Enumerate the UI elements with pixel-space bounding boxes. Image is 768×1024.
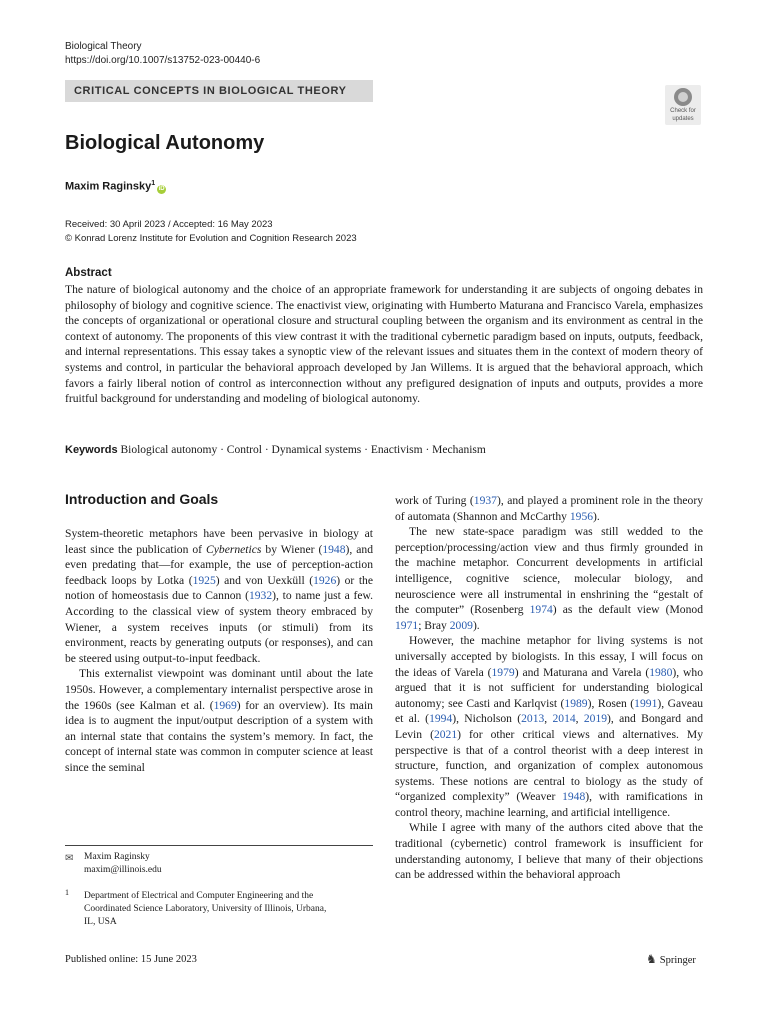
citation-link[interactable]: 1926 — [313, 573, 337, 587]
citation-link[interactable]: 1991 — [634, 696, 658, 710]
springer-horse-icon: ♞ — [646, 952, 657, 966]
journal-name: Biological Theory — [65, 41, 142, 52]
citation-link[interactable]: 2021 — [433, 727, 458, 741]
badge-line1: Check for — [670, 108, 696, 114]
footnote-sup: 1 — [65, 888, 69, 897]
published-date: Published online: 15 June 2023 — [65, 954, 197, 965]
corresponding-author — [84, 851, 162, 877]
citation-link[interactable]: 1956 — [569, 509, 594, 523]
author-name[interactable]: Maxim Raginsky — [65, 180, 152, 193]
section-banner: CRITICAL CONCEPTS IN BIOLOGICAL THEORY — [65, 80, 373, 102]
envelope-icon: ✉ — [65, 853, 74, 864]
citation-link[interactable]: 2013 — [521, 712, 545, 726]
citation-link[interactable]: 2009 — [449, 618, 473, 632]
keywords — [65, 444, 486, 456]
abstract-text: The nature of biological autonomy and the choice of an appropriate framework for understanding it are subjects of ongoing debates in philosophy of biology and cognitive science. The enactivist view, originating with Humberto Maturana and Francisco Varela, emphasizes the concepts of organizational or operational closure and structural coupling between the organism and its environment as central in the context of autonomy. The proponents of this view contrast it with the traditional cybernetic paradigm based on inputs, outputs, feedback, and internal representations. This essay takes a synoptic view of the relevant issues and situates them in the context of modern theory of systems and control, in particular the behavioral approach developed by Jan Willems. It is argued that the behavioral approach, which favors a fairly liberal notion of control as interconnection without any prefigured designation of inputs and outputs, provides a more fruitful background for understanding and modeling of biological autonomy. — [65, 283, 703, 406]
paragraph-2: This externalist viewpoint was dominant until about the late 1950s. However, a complementary internalist perspective arose in the 1960s (see Kalman et al. (1969) for an overview). Its main idea is to augment the input/output description of a system with an internal state that contains the system’s memory. In fact, the concept of internal state was common in computer science at least since the seminal — [65, 667, 373, 774]
right-column — [395, 493, 703, 883]
citation-link[interactable]: 1969 — [213, 698, 237, 712]
article-title: Biological Autonomy — [65, 132, 265, 154]
copyright: © Konrad Lorenz Institute for Evolution and Cognition Research 2023 — [65, 233, 357, 244]
citation-link[interactable]: 1994 — [429, 712, 453, 726]
check-for-updates-badge[interactable] — [665, 85, 701, 125]
left-column — [65, 490, 373, 776]
citation-link[interactable]: 1971 — [395, 618, 419, 632]
badge-line2: updates — [672, 116, 694, 122]
affiliation: Department of Electrical and Computer Engineering and the Coordinated Science Laboratory, University of Illinois, Urbana, IL, USA — [84, 891, 327, 927]
author-line — [65, 180, 166, 194]
citation-link[interactable]: 1925 — [192, 573, 216, 587]
citation-link[interactable]: 1932 — [248, 589, 273, 603]
paragraph-6: While I agree with many of the authors cited above that the traditional (cybernetic) control framework is insufficient for understanding autonomy, I believe that many of their objections can be addressed within the behavioral approach — [395, 821, 703, 882]
keywords-label: Keywords — [65, 444, 118, 456]
citation-link[interactable]: 1989 — [564, 696, 588, 710]
received-accepted: Received: 30 April 2023 / Accepted: 16 May 2023 — [65, 219, 273, 230]
citation-link[interactable]: 1937 — [473, 494, 497, 507]
paragraph-4: The new state-space paradigm was still wedded to the perception/processing/action view and thus firmly grounded in the machine metaphor. Concurrent developments in artificial intelligence, cognitive science, molecular biology, and neuroscience were all instrumental in enshrining the “gestalt of the computer” (Rosenberg 1974) as the default view (Monod 1971; Bray 2009). — [395, 525, 703, 632]
paragraph-5: However, the machine metaphor for living systems is not universally accepted by biologists. In this essay, I will focus on the ideas of Varela (1979) and Maturana and Varela (1980), who argued that it is not sufficient for understanding biological autonomy; see Casti and Karlqvist (1989), Rosen (1991), Gaveau et al. (1994), Nicholson (2013, 2014, 2019), and Bongard and Levin (2021) for other critical views and alternatives. My perspective is that of a control theorist with a deep interest in structure, function, and organization of complex autonomous systems. These notions are central to biology as the study of “organized complexity” (Weaver 1948), with ramifications in control theory, machine learning, and artificial intelligence. — [395, 634, 704, 819]
citation-link[interactable]: 2019 — [583, 712, 608, 726]
paragraph-1: System-theoretic metaphors have been pervasive in biology at least since the publication of Cybernetics by Wiener (1948), and even predating that—for example, the use of perception-action feedback loops by Lotka (1925) and von Uexküll (1926) or the notion of homeostasis due to Cannon (1932), to name just a few. According to the classical view of system theory embraced by Wiener, a system receives inputs (or stimuli) from its environment, reacts by generating outputs (or responses), and can be steered using output-to-input feedback. — [65, 527, 373, 665]
publisher-logo[interactable] — [646, 952, 696, 967]
doi-link[interactable]: https://doi.org/10.1007/s13752-023-00440-6 — [65, 55, 261, 66]
author-affiliation-sup: 1 — [151, 180, 156, 187]
footnote-divider — [65, 845, 373, 846]
citation-link[interactable]: 1974 — [529, 603, 553, 617]
section-heading: Introduction and Goals — [65, 491, 219, 507]
paragraph-3: work of Turing (1937), and played a prominent role in the theory of automata (Shannon and McCarthy 1956). — [395, 494, 703, 523]
article-meta — [65, 218, 357, 246]
citation-link[interactable]: 1980 — [649, 665, 673, 679]
orcid-icon[interactable]: iD — [158, 185, 165, 192]
citation-link[interactable]: 2014 — [552, 712, 576, 726]
citation-link[interactable]: 1948 — [322, 542, 346, 556]
publisher-name: Springer — [659, 955, 696, 966]
keywords-list: Biological autonomy · Control · Dynamical systems · Enactivism · Mechanism — [120, 444, 486, 456]
footnote-name: Maxim Raginsky — [84, 852, 150, 862]
citation-link[interactable]: 1948 — [562, 790, 586, 804]
footnote-email[interactable]: maxim@illinois.edu — [84, 865, 162, 875]
citation-link[interactable]: 1979 — [491, 665, 515, 679]
check-updates-icon — [674, 88, 692, 106]
abstract-heading: Abstract — [65, 267, 112, 279]
